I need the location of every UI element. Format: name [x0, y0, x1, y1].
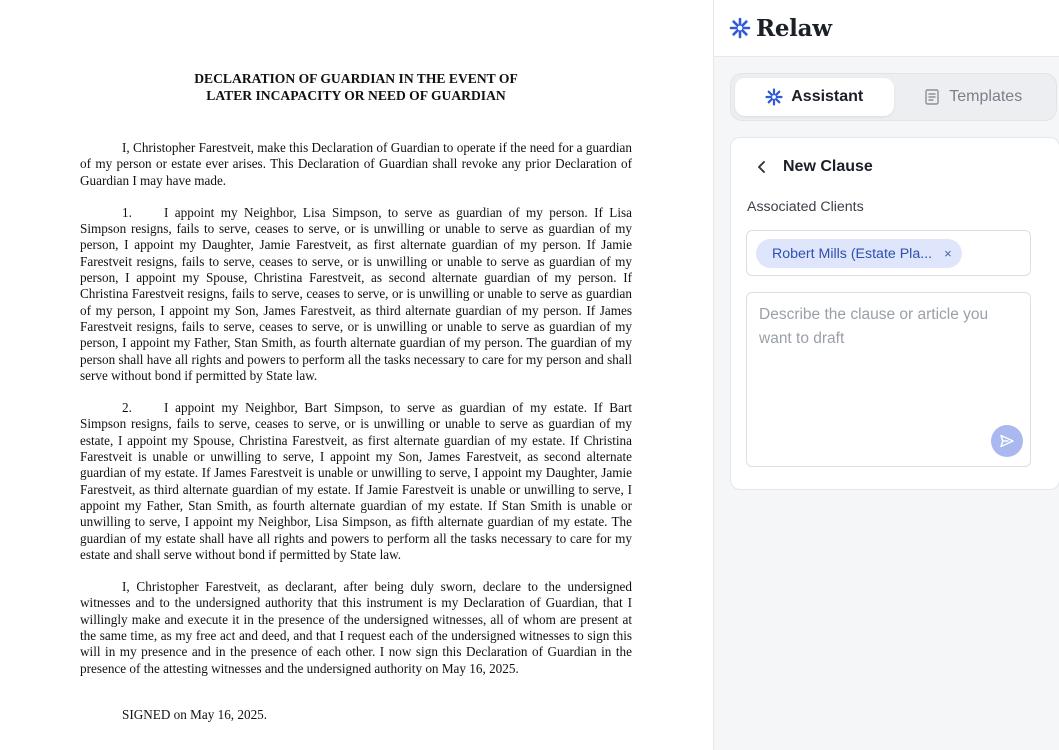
document-title-line-1: DECLARATION OF GUARDIAN IN THE EVENT OF: [194, 71, 518, 86]
card-title: New Clause: [783, 158, 873, 175]
associated-clients-field[interactable]: [746, 230, 1031, 276]
send-icon: [999, 433, 1015, 449]
document-paragraph-2[interactable]: [80, 400, 632, 563]
tab-templates[interactable]: [894, 78, 1053, 116]
paragraph-2-number: 2.: [122, 400, 132, 416]
new-clause-card: [730, 137, 1059, 490]
send-button[interactable]: [991, 425, 1023, 457]
brand-header: [714, 0, 1059, 57]
sidebar-tabs: [730, 73, 1057, 121]
client-chip-label: Robert Mills (Estate Pla...: [772, 245, 933, 262]
paragraph-2-text[interactable]: I appoint my Neighbor, Bart Simpson, to serve as guardian of my estate. If Bart Simpson resigns, fails to serve, ceases to serve, or is unwilling or unable to serve as guardian of my estate, I appoint my Spouse, Christina Farestveit, as first alternate guardian of my estate. If Christina Farestveit is unable or unwilling to serve, I appoint my Son, James Farestveit, as second alternate guardian of my estate. If James Farestveit is unable or unwilling to serve, I appoint my Daughter, Jamie Farestveit, as third alternate guardian of my estate. If Jamie Farestveit is unable or unwilling to serve, I appoint my Father, Stan Smith, as fourth alternate guardian of my estate. If Stan Smith is unable or unwilling to serve, I appoint my Neighbor, Lisa Simpson, as fifth alternate guardian of my estate. The guardian of my estate shall have all rights and powers to perform all the tasks necessary to care for my estate and shall serve without bond if permitted by State law.: [80, 400, 632, 562]
document-intro-paragraph[interactable]: I, Christopher Farestveit, make this Declaration of Guardian to operate if the need for a guardian of my person or estate ever arises. This Declaration of Guardian shall revoke any prior Declaration of Guardian I may have made.: [80, 140, 632, 188]
document-signed-line[interactable]: SIGNED on May 16, 2025.: [122, 706, 268, 722]
document-title: [80, 70, 632, 104]
asterisk-logo-icon: [729, 17, 751, 39]
document-paragraph-1[interactable]: [80, 205, 632, 384]
document-title-line-2: LATER INCAPACITY OR NEED OF GUARDIAN: [206, 88, 506, 103]
associated-clients-label: Associated Clients: [747, 199, 864, 215]
document-page[interactable]: [80, 70, 632, 723]
tab-templates-label: Templates: [949, 88, 1023, 105]
document-declaration-paragraph[interactable]: I, Christopher Farestveit, as declarant, after being duly sworn, declare to the undersigned witnesses and to the undersigned authority that this instrument is my Declaration of Guardian, that I willingly make and execute it in the presence of the undersigned witnesses, all of whom are present at the same time, as my free act and deed, and that I request each of the undersigned witnesses to sign this will in my presence and in the presence of each other. I now sign this Declaration of Guardian in the presence of the attesting witnesses and the undersigned authority on May 16, 2025.: [80, 579, 632, 676]
tab-assistant[interactable]: [735, 78, 894, 116]
tab-assistant-label: Assistant: [791, 88, 864, 105]
brand-name: Relaw: [756, 14, 832, 42]
document-list-icon: [923, 88, 941, 106]
back-button[interactable]: [751, 156, 773, 178]
clause-description-box: [746, 292, 1031, 467]
clause-description-input[interactable]: [747, 293, 1030, 466]
card-header: [751, 156, 873, 178]
client-chip[interactable]: [756, 239, 962, 268]
chevron-left-icon: [755, 160, 769, 174]
assistant-sidebar: [714, 0, 1059, 750]
close-icon[interactable]: ×: [944, 246, 952, 261]
paragraph-1-number: 1.: [122, 204, 132, 220]
asterisk-icon: [765, 88, 783, 106]
paragraph-1-text[interactable]: I appoint my Neighbor, Lisa Simpson, to serve as guardian of my person. If Lisa Simpson resigns, fails to serve, ceases to serve, or is unwilling or unable to serve as guardian of my person, I appoint my Daughter, Jamie Farestveit, as first alternate guardian of my person. If Jamie Farestveit resigns, fails to serve, ceases to serve, or is unwilling or unable to serve as guardian of my person, I appoint my Spouse, Christina Farestveit, as second alternate guardian of my person. If Christina Farestveit resigns, fails to serve, ceases to serve, or is unwilling or unable to serve as guardian of my person, I appoint my Son, James Farestveit, as third alternate guardian of my person. If James Farestveit resigns, fails to serve, ceases to serve, or is unwilling or unable to serve as guardian of my person, I appoint my Father, Stan Smith, as fourth alternate guardian of my person. The guardian of my person shall have all rights and powers to perform all the tasks necessary to care for my person and shall serve without bond if permitted by State law.: [80, 204, 632, 383]
